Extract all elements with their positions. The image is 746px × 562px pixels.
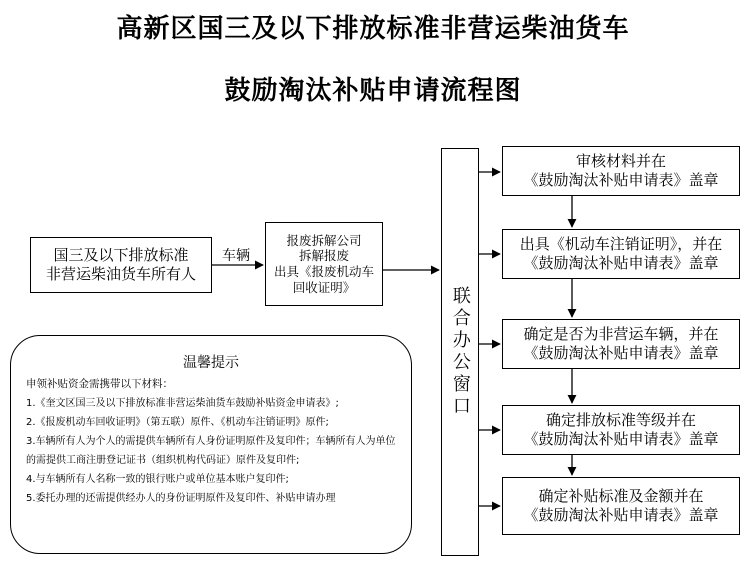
tips-item-5: 5.委托办理的还需提供经办人的身份证明原件及复印件、补贴申请办理: [26, 493, 336, 504]
step-text-1: 审核材料并在 《鼓励淘汰补贴申请表》盖章: [523, 152, 719, 189]
step-box-4: [502, 405, 740, 455]
tips-item-4: 4.与车辆所有人名称一致的银行账户或单位基本账户复印件;: [26, 474, 289, 485]
step-box-3: [502, 319, 740, 369]
owner-box: [30, 237, 212, 293]
tips-item-1: 1.《奎文区国三及以下排放标准非营运柴油货车鼓励补贴资金申请表》;: [26, 398, 339, 409]
scrap-company-text: 报废拆解公司 拆解报废 出具《报废机动车 回收证明》: [273, 232, 374, 295]
step-box-1: [502, 146, 740, 196]
diagram-title-line1: 高新区国三及以下排放标准非营运柴油货车: [116, 14, 630, 44]
scrap-company-box: [265, 222, 383, 306]
step-box-5: [502, 477, 740, 535]
vehicle-edge-label: 车辆: [222, 248, 250, 264]
tips-title: 温馨提示: [183, 355, 239, 371]
step-box-2: [502, 229, 740, 279]
diagram-title-line2: 鼓励淘汰补贴申请流程图: [224, 76, 522, 106]
step-text-5: 确定补贴标准及金额并在 《鼓励淘汰补贴申请表》盖章: [523, 487, 719, 524]
tips-item-2: 2.《报废机动车回收证明》（第五联）原件、《机动车注销证明》原件;: [26, 417, 329, 428]
tips-list: [26, 394, 401, 508]
tips-panel: [10, 335, 412, 554]
step-text-3: 确定是否为非营运车辆，并在 《鼓励淘汰补贴申请表》盖章: [523, 325, 719, 362]
step-text-4: 确定排放标准等级并在 《鼓励淘汰补贴申请表》盖章: [523, 411, 719, 448]
tips-intro: 申领补贴资金需携带以下材料：: [26, 378, 173, 390]
joint-office-window-text: 联合办公窗口: [449, 286, 471, 418]
step-text-2: 出具《机动车注销证明》，并在 《鼓励淘汰补贴申请表》盖章: [519, 235, 723, 272]
joint-office-window-box: [441, 148, 479, 556]
owner-text: 国三及以下排放标准 非营运柴油货车所有人: [45, 246, 196, 283]
tips-item-3: 3.车辆所有人为个人的需提供车辆所有人身份证明原件及复印件；车辆所有人为单位的需提供工商注册登记证书（组织机构代码证）原件及复印件;: [26, 436, 396, 466]
